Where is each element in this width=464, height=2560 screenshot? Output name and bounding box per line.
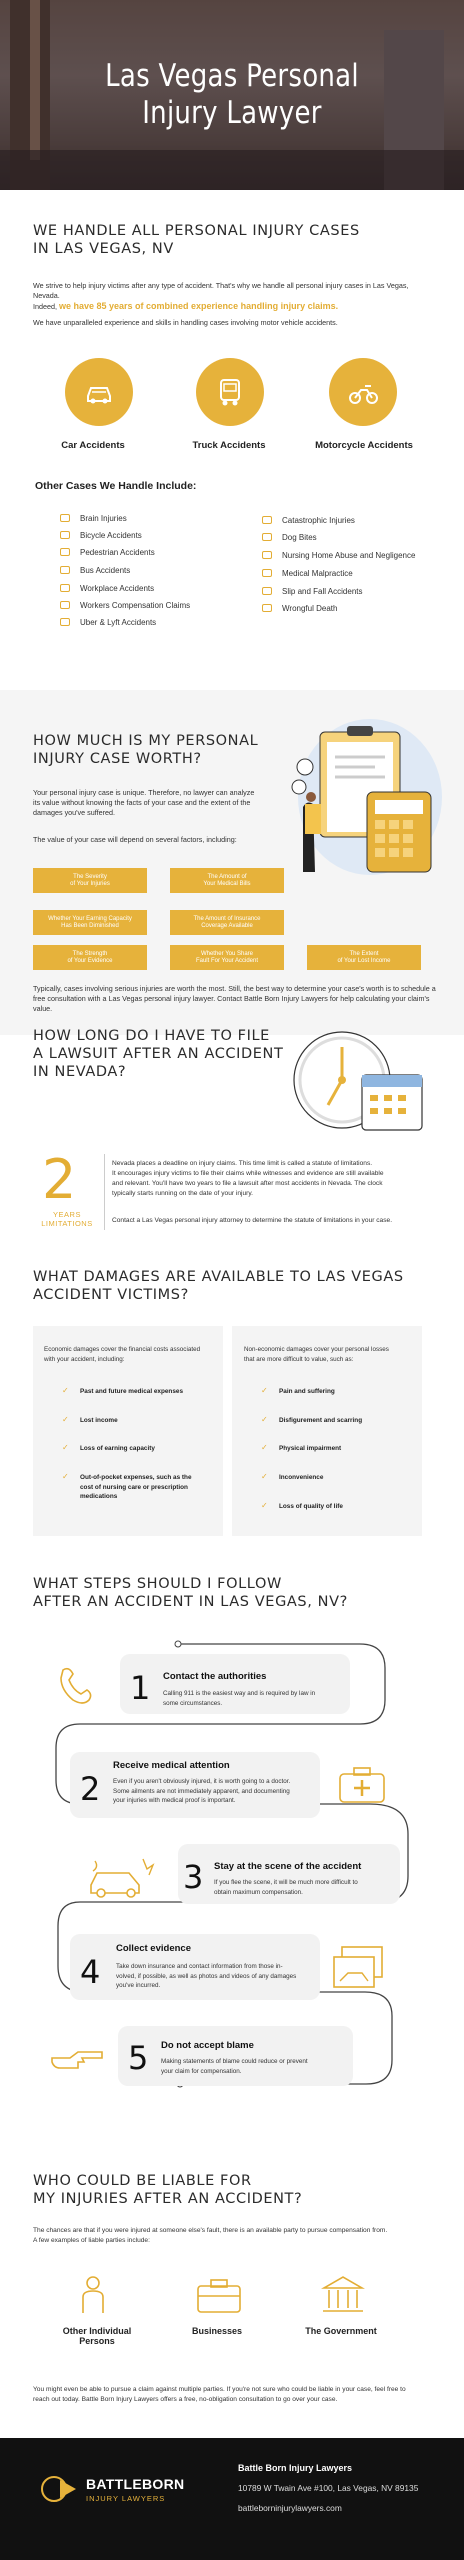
briefcase-icon	[196, 2278, 242, 2314]
list-item: Bicycle Accidents	[60, 531, 142, 540]
intro-paragraph: We strive to help injury victims after any type of accident. That's why we handle all personal injury cases in Las Vegas, Nevada. Indeed, we have 85 years of combined experience handling injury claims.	[33, 281, 409, 311]
list-item: Pedestrian Accidents	[60, 548, 155, 557]
factor-button: The Extent of Your Lost Income	[307, 945, 421, 970]
check-icon: ✓	[261, 1472, 268, 1481]
section-heading: WHO COULD BE LIABLE FOR MY INJURIES AFTER AN ACCIDENT?	[33, 2173, 303, 2207]
step-title: Contact the authorities	[163, 1671, 267, 1682]
section-heading: WE HANDLE ALL PERSONAL INJURY CASES IN LAS VEGAS, NV	[33, 223, 360, 257]
list-item: ✓ Physical impairment	[261, 1443, 342, 1452]
list-item: Brain Injuries	[60, 514, 127, 523]
deadline-paragraph: Nevada places a deadline on injury claims. This time limit is called a statute of limitations. It encourages injury victims to file their claims while witnesses and evidence are still available and relevant. You'll have two years to file a lawsuit after most accidents in Nevada. The clock typically starts running on the date of your injury.	[112, 1160, 384, 1197]
phone-hand-icon	[55, 1664, 95, 1708]
truck-accident-badge	[196, 358, 264, 426]
hero-banner	[0, 0, 464, 190]
step-number: 4	[80, 1953, 101, 1991]
check-icon: ✓	[62, 1386, 69, 1395]
motorcycle-icon	[347, 376, 379, 408]
step-number: 5	[128, 2039, 149, 2077]
deadline-paragraph: Contact a Las Vegas personal injury attorney to determine the statute of limitations in your case.	[112, 1217, 393, 1224]
catastrophic-icon	[262, 516, 272, 524]
footer-address: 10789 W Twain Ave #100, Las Vegas, NV 89135	[238, 2483, 419, 2493]
worth-paragraph: Your personal injury case is unique. Therefore, no lawyer can analyze its value without knowing the facts of your case and the extent of the damages you've suffered.	[33, 788, 255, 817]
truck-icon	[214, 376, 246, 408]
list-item: Bus Accidents	[60, 566, 130, 575]
check-icon: ✓	[62, 1472, 69, 1481]
deadline-number: 2	[42, 1148, 77, 1211]
case-label: Motorcycle Accidents	[315, 440, 413, 451]
page-title: Las Vegas Personal Injury Lawyer	[105, 58, 359, 131]
step-description: Calling 911 is the easiest way and is required by law in some circumstances.	[163, 1690, 316, 1707]
intro-paragraph: We have unparalleled experience and skills in handling cases involving motor vehicle accidents.	[33, 318, 338, 327]
list-item: ✓ Inconvenience	[261, 1472, 324, 1481]
battle-born-logo-icon	[40, 2474, 80, 2504]
party-label: Businesses	[191, 2326, 243, 2336]
pedestrian-icon	[60, 548, 70, 556]
check-icon: ✓	[261, 1443, 268, 1452]
list-item: Wrongful Death	[262, 604, 337, 613]
list-item: Uber & Lyft Accidents	[60, 618, 156, 627]
factor-button: Whether Your Earning Capacity Has Been Diminished	[33, 910, 147, 935]
worth-paragraph: Typically, cases involving serious injuries are worth the most. Still, the best way to determine your case's worth is to schedule a free consultation with a Las Vegas personal injury lawyer. Contact Battle Born Injury Lawyers for help calculating your claim's value.	[33, 984, 436, 1013]
motorcycle-accident-badge	[329, 358, 397, 426]
car-icon	[83, 376, 115, 408]
factor-button: The Amount of Your Medical Bills	[170, 868, 284, 893]
list-item: ✓ Loss of earning capacity	[62, 1443, 155, 1452]
case-label: Truck Accidents	[192, 440, 266, 451]
step-description: Making statements of blame could reduce or prevent your claim for compensation.	[161, 2058, 308, 2075]
damages-intro: Economic damages cover the financial costs associated with your accident, including:	[44, 1346, 201, 1363]
bus-icon	[60, 566, 70, 574]
step-number: 1	[130, 1669, 151, 1707]
section-heading: HOW MUCH IS MY PERSONAL INJURY CASE WORTH?	[33, 733, 259, 767]
pointing-hand-icon	[48, 2040, 106, 2076]
case-label: Car Accidents	[61, 440, 125, 451]
party-label: Other Individual Persons	[62, 2326, 132, 2346]
bicycle-icon	[60, 531, 70, 539]
factor-button: The Strength of Your Evidence	[33, 945, 147, 970]
step-description: Take down insurance and contact information from those in- volved, if possible, as well as photos and videos of any damages you've incurred.	[116, 1963, 297, 1989]
step-description: If you flee the scene, it will be much more difficult to obtain maximum compensation.	[214, 1879, 358, 1896]
medical-icon	[262, 569, 272, 577]
list-item: Nursing Home Abuse and Negligence	[262, 551, 415, 560]
footer-firm-name: Battle Born Injury Lawyers	[238, 2463, 353, 2473]
check-icon: ✓	[261, 1501, 268, 1510]
list-item: Workplace Accidents	[60, 584, 154, 593]
medical-kit-icon	[338, 1766, 386, 1804]
step-title: Collect evidence	[116, 1943, 191, 1954]
calculator-illustration	[285, 712, 445, 882]
step-title: Receive medical attention	[113, 1760, 230, 1771]
worker-icon	[60, 601, 70, 609]
factor-button: Whether You Share Fault For Your Accident	[170, 945, 284, 970]
rideshare-icon	[60, 618, 70, 626]
footer-website-link[interactable]: battleborninjurylawyers.com	[238, 2503, 342, 2513]
factor-button: The Amount of Insurance Coverage Available	[170, 910, 284, 935]
party-label: The Government	[305, 2326, 377, 2336]
logo-wordmark: BATTLEBORN	[86, 2476, 185, 2492]
damages-intro: Non-economic damages cover your personal losses that are more difficult to value, such as:	[244, 1346, 389, 1363]
step-title: Do not accept blame	[161, 2040, 254, 2051]
footer	[0, 2438, 464, 2560]
photo-evidence-icon	[330, 1945, 386, 1991]
check-icon: ✓	[261, 1415, 268, 1424]
section-heading: WHAT DAMAGES ARE AVAILABLE TO LAS VEGAS ACCIDENT VICTIMS?	[33, 1269, 404, 1303]
check-icon: ✓	[261, 1386, 268, 1395]
check-icon: ✓	[62, 1443, 69, 1452]
list-item: ✓ Disfigurement and scarring	[261, 1415, 363, 1424]
clock-calendar-icon	[290, 1025, 430, 1140]
step-number: 3	[183, 1858, 204, 1896]
list-item: Workers Compensation Claims	[60, 601, 190, 610]
factor-button: The Severity of Your Injuries	[33, 868, 147, 893]
hardhat-icon	[60, 584, 70, 592]
list-item: ✓ Past and future medical expenses	[62, 1386, 183, 1395]
logo-tagline: INJURY LAWYERS	[86, 2494, 166, 2503]
slip-icon	[262, 587, 272, 595]
section-heading: HOW LONG DO I HAVE TO FILE A LAWSUIT AFTER AN ACCIDENT IN NEVADA?	[33, 1028, 284, 1080]
step-number: 2	[80, 1770, 101, 1808]
person-icon	[78, 2275, 108, 2315]
brain-icon	[60, 514, 70, 522]
liable-paragraph: The chances are that if you were injured at someone else's fault, there is an available party to pursue compensation from. A few examples of liable parties include:	[33, 2227, 388, 2244]
liable-paragraph: You might even be able to pursue a claim against multiple parties. If you're not sure who could be liable in your case, feel free to reach out today. Battle Born Injury Lawyers offers a free, no-obligation consultation to go over your case.	[33, 2386, 406, 2403]
section-heading: WHAT STEPS SHOULD I FOLLOW AFTER AN ACCIDENT IN LAS VEGAS, NV?	[33, 1576, 348, 1610]
car-crash-icon	[85, 1855, 155, 1899]
government-icon	[320, 2274, 366, 2316]
wrongful-death-icon	[262, 604, 272, 612]
step-description: Even if you aren't obviously injured, it is worth going to a doctor. Some ailments are not immediately apparent, and documenting your injuries with medical proof is important.	[113, 1778, 291, 1804]
car-accident-badge	[65, 358, 133, 426]
list-item: ✓ Lost income	[62, 1415, 118, 1424]
list-item: ✓ Out-of-pocket expenses, such as the cost of nursing care or prescription medications	[62, 1472, 192, 1500]
nursing-home-icon	[262, 551, 272, 559]
list-item: Catastrophic Injuries	[262, 516, 355, 525]
other-cases-title: Other Cases We Handle Include:	[35, 480, 197, 492]
deadline-unit: YEARS LIMITATIONS	[41, 1210, 93, 1228]
dog-icon	[262, 533, 272, 541]
step-card	[118, 2026, 353, 2086]
list-item: Medical Malpractice	[262, 569, 353, 578]
list-item: ✓ Loss of quality of life	[261, 1501, 343, 1510]
list-item: Slip and Fall Accidents	[262, 587, 363, 596]
list-item: Dog Bites	[262, 533, 317, 542]
list-item: ✓ Pain and suffering	[261, 1386, 335, 1395]
step-title: Stay at the scene of the accident	[214, 1861, 362, 1872]
check-icon: ✓	[62, 1415, 69, 1424]
worth-paragraph: The value of your case will depend on several factors, including:	[33, 835, 237, 844]
